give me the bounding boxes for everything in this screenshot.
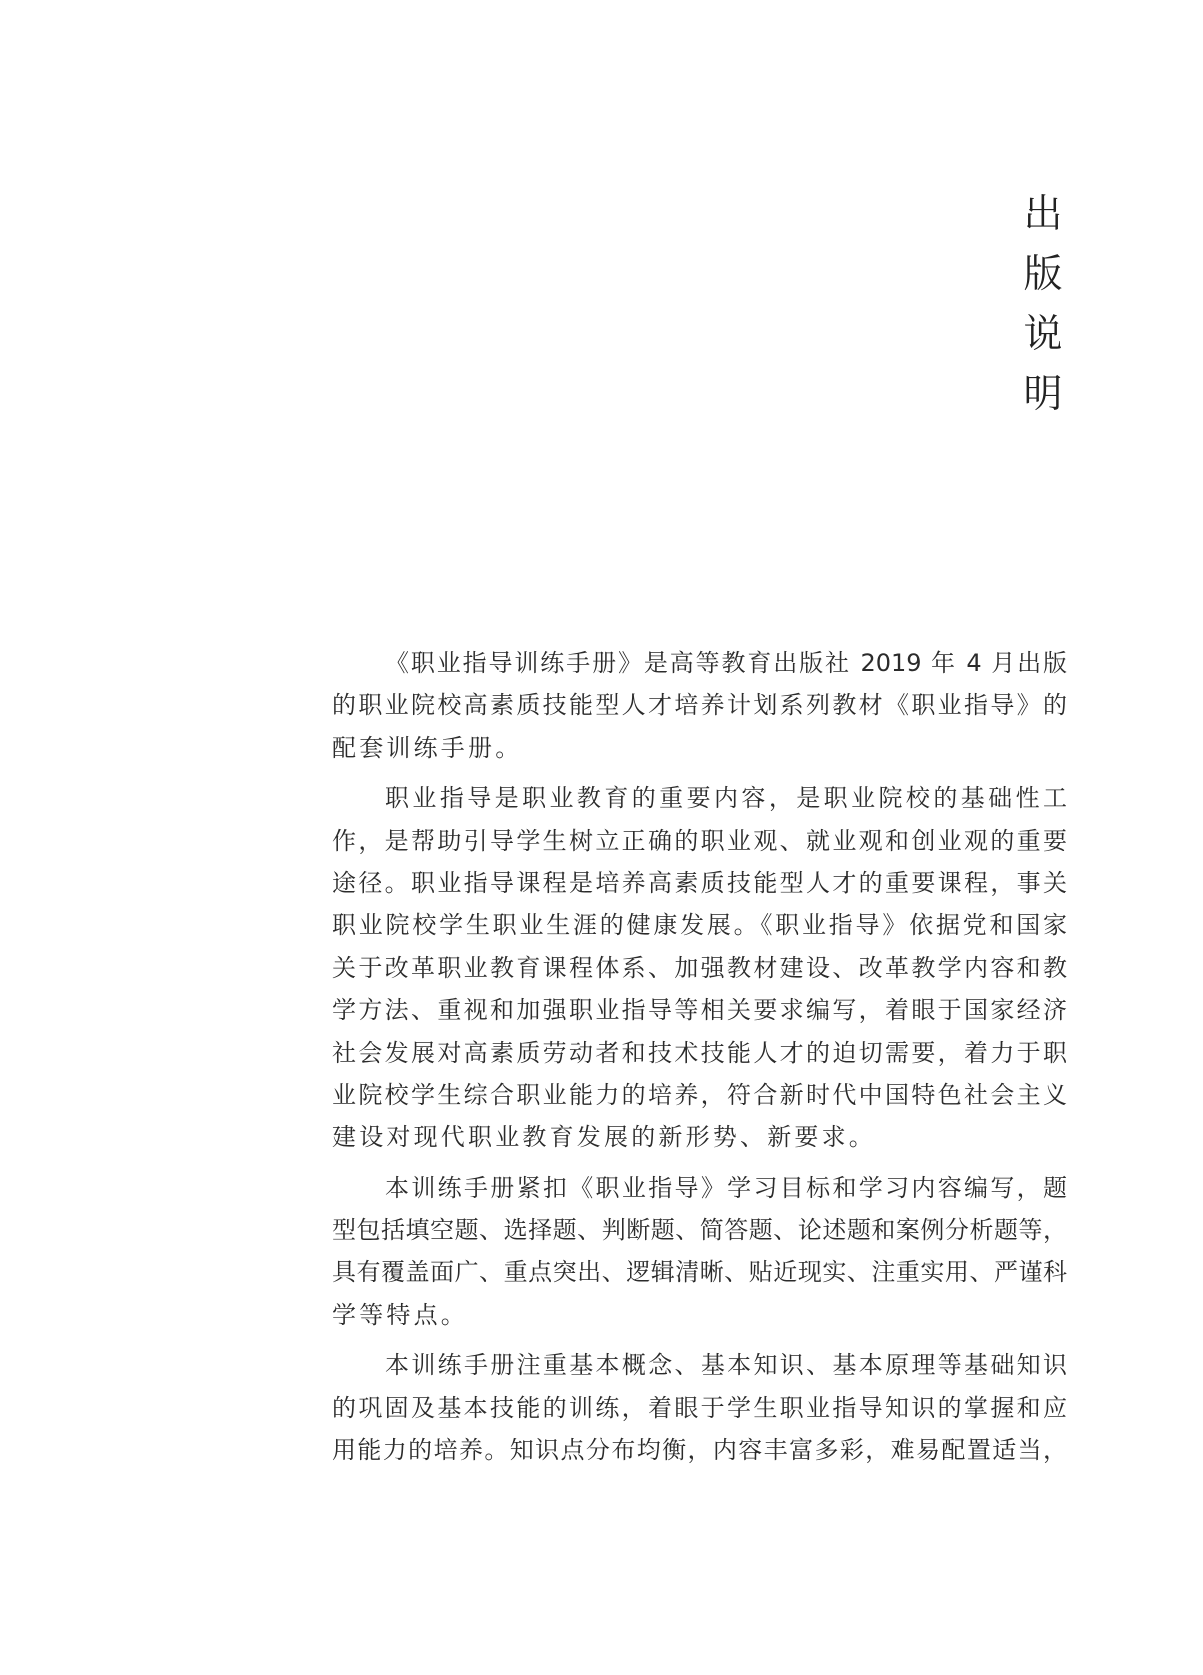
title-char: 版	[1023, 252, 1063, 297]
paragraph	[332, 1167, 1067, 1337]
page-title	[1018, 185, 1068, 425]
text-line: 本训练手册紧扣《职业指导》学习目标和学习内容编写，题	[385, 1173, 1067, 1202]
text-line: 建设对现代职业教育发展的新形势、新要求。	[332, 1123, 876, 1152]
text-line: 的职业院校高素质技能型人才培养计划系列教材《职业指导》的	[332, 691, 1067, 720]
text-line: 用能力的培养。知识点分布均衡，内容丰富多彩，难易配置适当，	[332, 1436, 1067, 1465]
text-line: 具有覆盖面广、重点突出、逻辑清晰、贴近现实、注重实用、严谨科	[332, 1258, 1067, 1287]
text-line: 本训练手册注重基本概念、基本知识、基本原理等基础知识	[385, 1351, 1067, 1380]
text-line: 的巩固及基本技能的训练，着眼于学生职业指导知识的掌握和应	[332, 1393, 1067, 1422]
body-text	[332, 642, 1067, 1471]
text-line: 业院校学生综合职业能力的培养，符合新时代中国特色社会主义	[332, 1080, 1067, 1109]
text-line: 配套训练手册。	[332, 733, 523, 762]
text-line: 学方法、重视和加强职业指导等相关要求编写，着眼于国家经济	[332, 996, 1067, 1025]
title-char: 说	[1023, 312, 1063, 357]
text-line: 社会发展对高素质劳动者和技术技能人才的迫切需要，着力于职	[332, 1038, 1067, 1067]
text-line: 途径。职业指导课程是培养高素质技能型人才的重要课程，事关	[332, 868, 1067, 897]
text-line: 职业院校学生职业生涯的健康发展。《职业指导》依据党和国家	[332, 911, 1067, 940]
text-line: 学等特点。	[332, 1300, 468, 1329]
paragraph	[332, 642, 1067, 769]
paragraph	[332, 1344, 1067, 1471]
text-line: 作，是帮助引导学生树立正确的职业观、就业观和创业观的重要	[332, 826, 1067, 855]
title-char: 出	[1023, 192, 1063, 237]
text-line: 职业指导是职业教育的重要内容，是职业院校的基础性工	[385, 784, 1067, 813]
text-line: 《职业指导训练手册》是高等教育出版社 2019 年 4 月出版	[385, 649, 1067, 677]
paragraph	[332, 777, 1067, 1159]
text-line: 型包括填空题、选择题、判断题、简答题、论述题和案例分析题等，	[332, 1216, 1067, 1245]
title-char: 明	[1023, 372, 1063, 417]
text-line: 关于改革职业教育课程体系、加强教材建设、改革教学内容和教	[332, 953, 1067, 982]
